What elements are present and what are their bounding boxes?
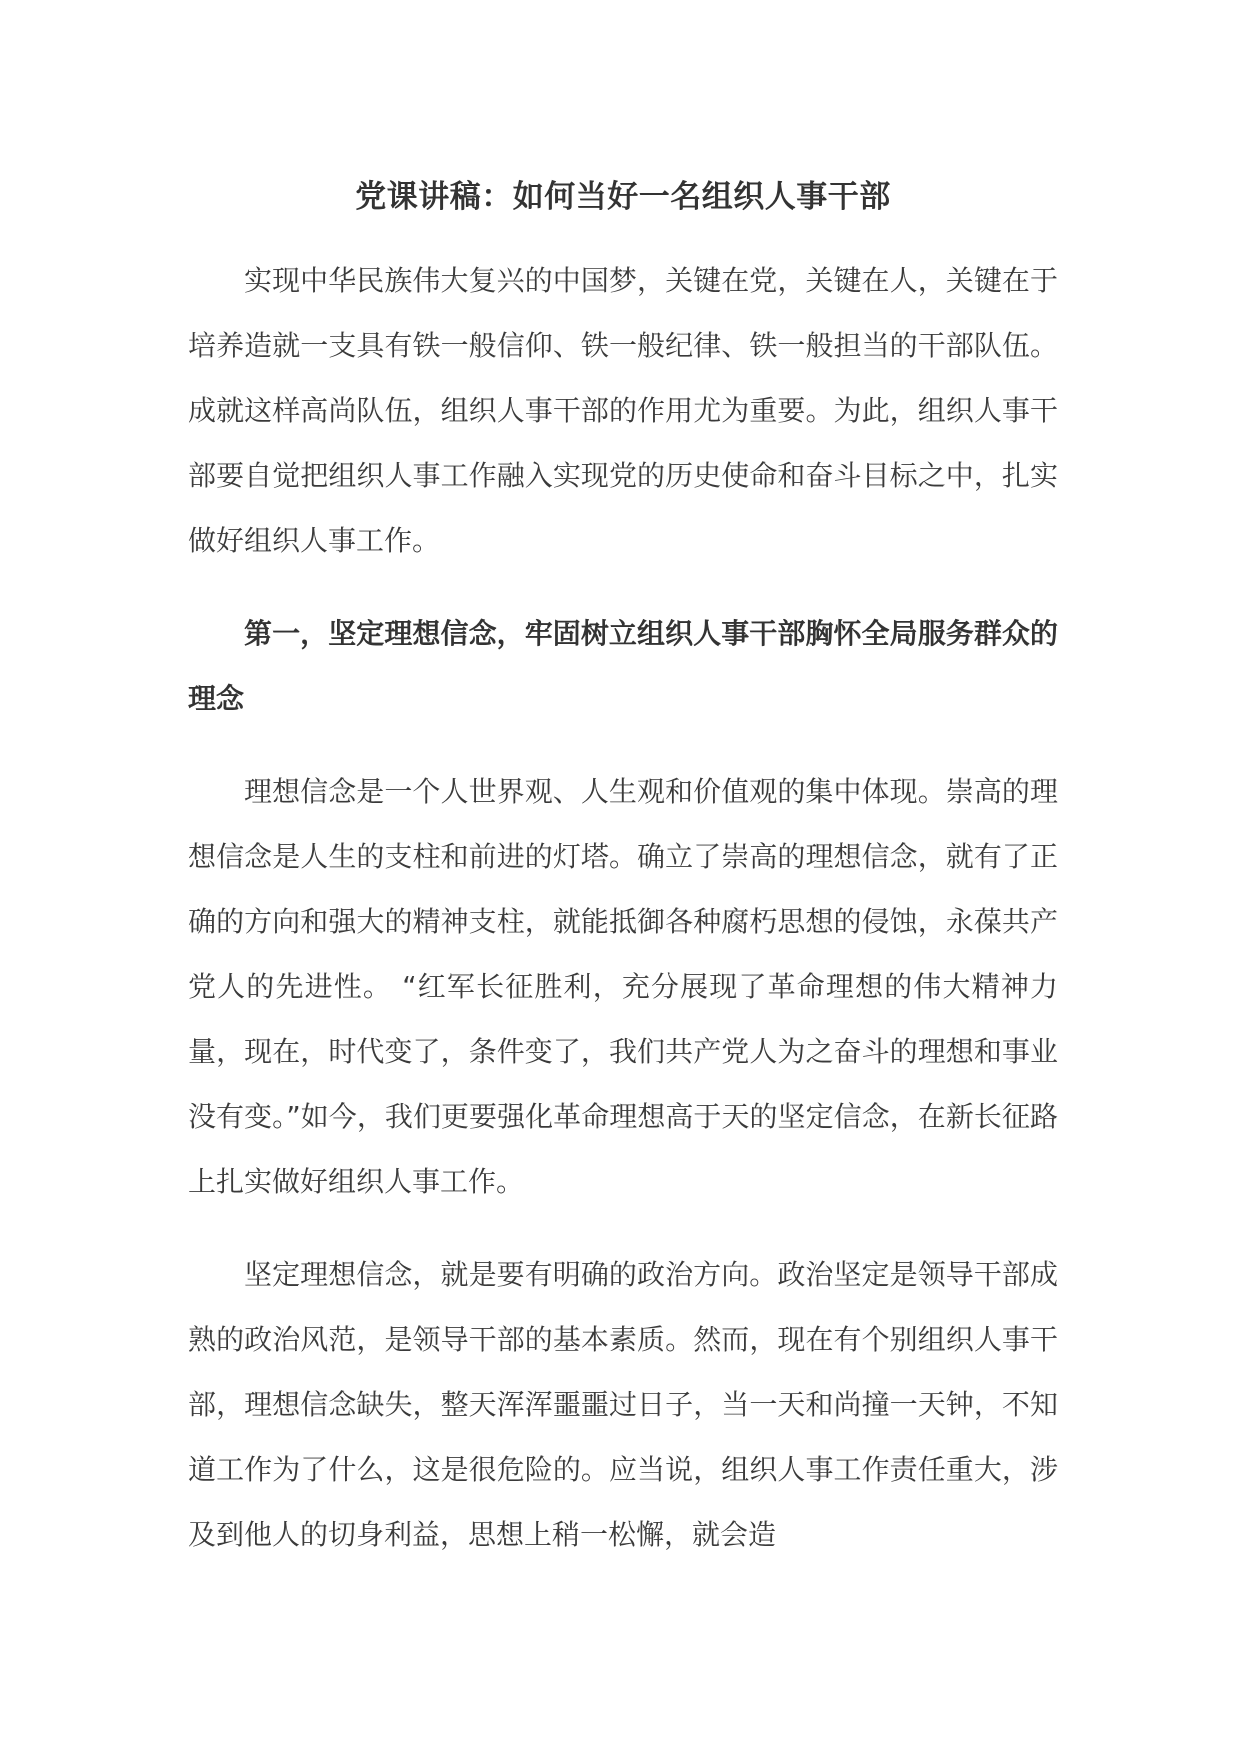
document-body: [188, 172, 1058, 1567]
paragraph-ideals: 理想信念是一个人世界观、人生观和价值观的集中体现。崇高的理想信念是人生的支柱和前进的灯塔。确立了崇高的理想信念，就有了正确的方向和强大的精神支柱，就能抵御各种腐朽思想的侵蚀，永葆共产党人的先进性。 “红军长征胜利，充分展现了革命理想的伟大精神力量，现在，时代变了，条件变了，我们共产党人为之奋斗的理想和事业没有变。”如今，我们更要强化革命理想高于天的坚定信念，在新长征路上扎实做好组织人事工作。: [188, 775, 1058, 1198]
paragraph-political-direction: 坚定理想信念，就是要有明确的政治方向。政治坚定是领导干部成熟的政治风范，是领导干部的基本素质。然而，现在有个别组织人事干部，理想信念缺失，整天浑浑噩噩过日子，当一天和尚撞一天钟，不知道工作为了什么，这是很危险的。应当说，组织人事工作责任重大，涉及到他人的切身利益，思想上稍一松懈，就会造: [188, 1258, 1058, 1551]
page-title: 党课讲稿：如何当好一名组织人事干部: [355, 179, 891, 215]
paragraph-intro: 实现中华民族伟大复兴的中国梦，关键在党，关键在人，关键在于培养造就一支具有铁一般信仰、铁一般纪律、铁一般担当的干部队伍。成就这样高尚队伍，组织人事干部的作用尤为重要。为此，组织人事干部要自觉把组织人事工作融入实现党的历史使命和奋斗目标之中，扎实做好组织人事工作。: [188, 264, 1058, 557]
section-heading-first: 第一，坚定理想信念，牢固树立组织人事干部胸怀全局服务群众的理念: [188, 617, 1058, 715]
